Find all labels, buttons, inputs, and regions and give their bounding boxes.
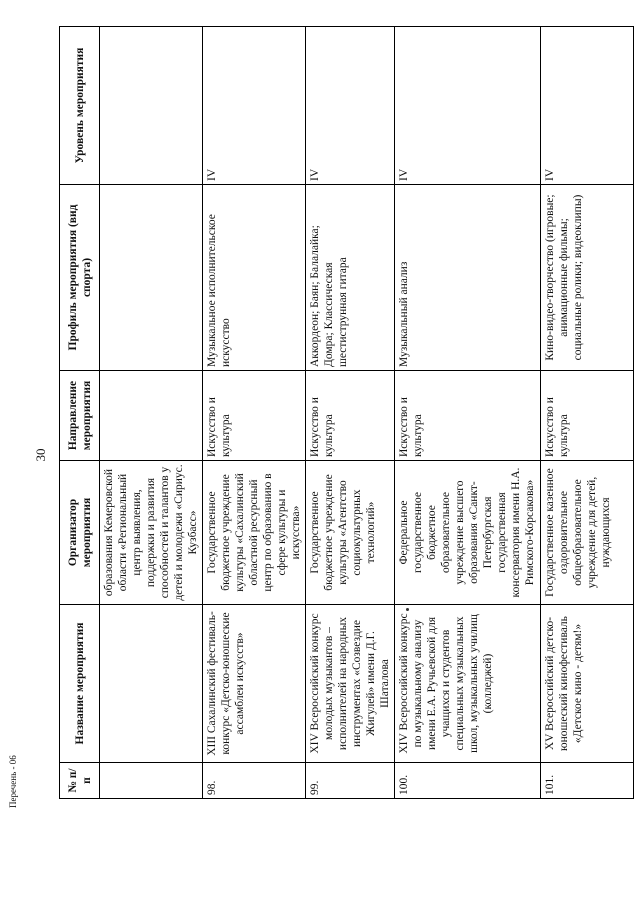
header-level: Уровень мероприятия — [60, 27, 100, 185]
cell-profile: Музыкальный анализ — [395, 185, 541, 371]
cell-num: 99. — [306, 763, 395, 799]
cell-organizer: Государственное казенное оздоровительное общеобразовательное учреждение для детей, нуждающихся — [541, 461, 634, 605]
cell-organizer: Государственное бюджетное учреждение культуры «Агентство социокультурных технологий» — [306, 461, 395, 605]
cell-level: IV — [306, 27, 395, 185]
cell-num: 100. — [395, 763, 541, 799]
cell-organizer: Государственное бюджетное учреждение культуры «Сахалинский областной ресурсный центр по образованию в сфере культуры и искусства» — [203, 461, 306, 605]
table-header-row — [60, 27, 100, 799]
rotated-table-container — [59, 27, 612, 799]
cell-direction: Искусство и культура — [306, 371, 395, 461]
cell-name: XIV Всероссийский конкурс молодых музыкантов – исполнителей на народных инструментах «Созвездие Жигулей» имени Д.Г. Шаталова — [306, 605, 395, 763]
header-direction: Направление мероприятия — [60, 371, 100, 461]
cell-num: 98. — [203, 763, 306, 799]
cell-direction: Искусство и культура — [395, 371, 541, 461]
cell-direction: Искусство и культура — [203, 371, 306, 461]
cell-level: IV — [541, 27, 634, 185]
cell-organizer: образования Кемеровской области «Региональный центр выявления, поддержки и развития способностей и талантов у детей и молодежи «Сириус. Кузбасс» — [100, 461, 203, 605]
cell-level: IV — [203, 27, 306, 185]
cell-organizer: Федеральное государственное бюджетное образовательное учреждение высшего образования «Санкт-Петербургская государственная консерватория имени Н.А. Римского-Корсакова» — [395, 461, 541, 605]
cell-name: XIII Сахалинский фестиваль-конкурс «Детско-юношеские ассамблеи искусств» — [203, 605, 306, 763]
cell-direction: Искусство и культура — [541, 371, 634, 461]
table-row — [203, 27, 306, 799]
table-row — [541, 27, 634, 799]
page-number: 30 — [33, 448, 48, 462]
cell-num: 101. — [541, 763, 634, 799]
footer-mark: Перечень - 06 — [8, 755, 18, 808]
table-row — [100, 27, 203, 799]
cell-profile: Аккордеон; Баян; Балалайка; Домра; Классическая шестиструнная гитара — [306, 185, 395, 371]
cell-profile: Музыкальное исполнительское искусство — [203, 185, 306, 371]
cell-level: IV — [395, 27, 541, 185]
cell-num — [100, 763, 203, 799]
cell-direction — [100, 371, 203, 461]
header-name: Название мероприятия — [60, 605, 100, 763]
events-table — [59, 26, 634, 799]
cell-name: XIV Всероссийский конкурс по музыкальному анализу имени Е.А. Ручьевской для учащихся и студентов специальных музыкальных школ, музыкальных училищ (колледжей) — [395, 605, 541, 763]
cell-profile: Кино-видео-творчество (игровые; анимационные фильмы; социальные ролики; видеоклипы) — [541, 185, 634, 371]
header-num: № п/п — [60, 763, 100, 799]
table-row — [395, 27, 541, 799]
cell-name — [100, 605, 203, 763]
header-profile: Профиль мероприятия (вид спорта) — [60, 185, 100, 371]
cell-level — [100, 27, 203, 185]
header-organizer: Организатор мероприятия — [60, 461, 100, 605]
cell-name: XV Всероссийский детско-юношеский кинофестиваль «Детское кино - детям!» — [541, 605, 634, 763]
table-row — [306, 27, 395, 799]
cell-profile — [100, 185, 203, 371]
